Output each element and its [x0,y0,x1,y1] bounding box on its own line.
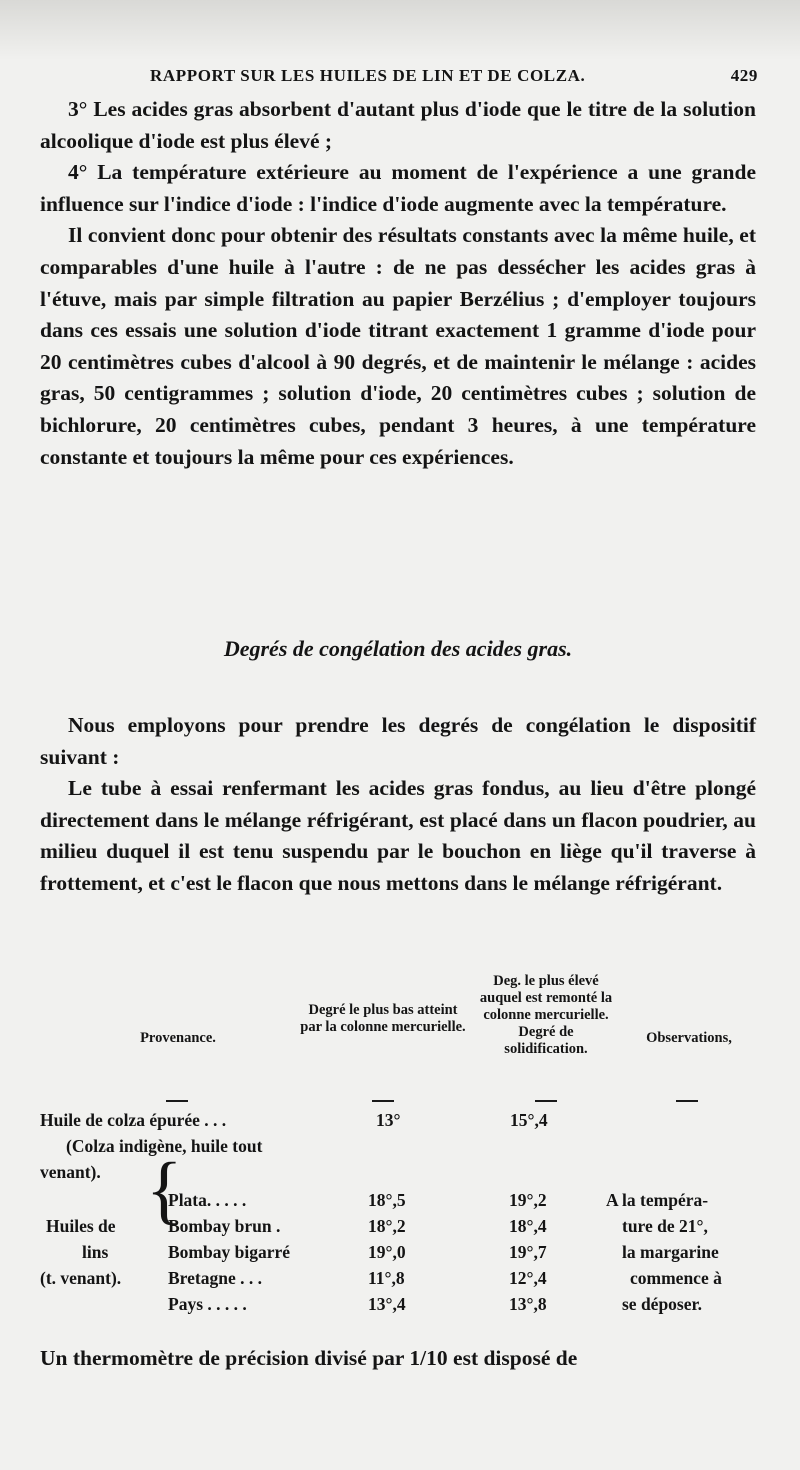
observation-line: ture de 21°, [622,1216,708,1236]
text-block-iodine [40,94,756,473]
observation-line: A la tempéra- [606,1190,709,1210]
table-header-max-degree: Deg. le plus élevé auquel est remonté la colonne mercurielle. Degré de solidification. [479,973,613,1057]
column-dash [372,1100,394,1102]
table-row-max: 19°,7 [509,1242,547,1262]
section-heading: Degrés de congélation des acides gras. [223,636,573,661]
observation-line: la margarine [622,1242,719,1262]
paragraph: 3° Les acides gras absorbent d'autant plus d'iode que le titre de la solution alcoolique d'iode est plus élevé ; [40,97,756,153]
page-top-shadow [0,0,800,60]
table-row-name: Pays . . . . . [168,1294,247,1314]
table-header-provenance: Provenance. [140,1030,216,1046]
paragraph: 4° La température extérieure au moment de l'expérience a une grande influence sur l'indice d'iode : l'indice d'iode augmente avec la température. [40,160,756,216]
running-header [40,66,760,92]
table-row-colza-note: venant). [40,1162,101,1182]
table-row-colza-label: Huile de colza épurée . . . [40,1110,227,1130]
table-row-max: 12°,4 [509,1268,547,1288]
paragraph: Nous employons pour prendre les degrés de congélation le dispositif suivant : [40,713,756,769]
table-row-colza-note: (Colza indigène, huile tout [66,1136,263,1156]
table-row-colza-min: 13° [376,1110,401,1130]
table-row-max: 18°,4 [509,1216,547,1236]
observation-line: se déposer. [622,1294,703,1314]
row-group-label: (t. venant). [40,1268,122,1288]
table-row-name: Bombay brun . [168,1216,281,1236]
running-title: RAPPORT SUR LES HUILES DE LIN ET DE COLZA. [150,66,586,85]
table-row-colza-max: 15°,4 [510,1110,548,1130]
left-brace: { [146,1148,183,1232]
table-row-min: 18°,2 [368,1216,406,1236]
closing-line: Un thermomètre de précision divisé par 1/10 est disposé de [40,1346,578,1370]
table-row-max: 19°,2 [509,1190,547,1210]
table-row-min: 11°,8 [368,1268,405,1288]
paragraph: Il convient donc pour obtenir des résultats constants avec la même huile, et comparables d'une huile à l'autre : de ne pas dessécher les acides gras à l'étuve, mais par simple filtration au papier Berzélius ; d'employer toujours dans ces essais une solution d'iode titrant exactement 1 gramme d'iode pour 20 centimètres cubes d'alcool à 90 degrés, et de maintenir le mélange : acides gras, 50 centigrammes ; solution d'iode, 20 centimètres cubes ; solution de bichlorure, 20 centimètres cubes, pendant 3 heures, à une température constante et toujours la même pour ces expériences. [40,223,756,469]
column-dash [535,1100,557,1102]
table-row-min: 19°,0 [368,1242,406,1262]
table-row-name: Bretagne . . . [168,1268,262,1288]
paragraph: Le tube à essai renfermant les acides gras fondus, au lieu d'être plongé directement dans le mélange réfrigérant, est placé dans un flacon poudrier, au milieu duquel il est tenu suspendu par le bouchon en liège qu'il traverse à frottement, et c'est le flacon que nous mettons dans le mélange réfrigérant. [40,776,756,895]
column-dash [166,1100,188,1102]
table-header-observations: Observations, [646,1030,732,1046]
table-row-name: Plata. . . . . [168,1190,247,1210]
table-header-min-degree: Degré le plus bas atteint par la colonne mercurielle. [300,1002,466,1035]
column-dash [676,1100,698,1102]
row-group-label: lins [82,1242,109,1262]
page-number: 429 [730,66,758,85]
text-block-congelation [40,710,756,900]
row-group-label: Huiles de [46,1216,116,1236]
table-row-min: 18°,5 [368,1190,406,1210]
table-row-min: 13°,4 [368,1294,406,1314]
table-row-name: Bombay bigarré [168,1242,291,1262]
table-row-max: 13°,8 [509,1294,547,1314]
observation-line: commence à [630,1268,722,1288]
